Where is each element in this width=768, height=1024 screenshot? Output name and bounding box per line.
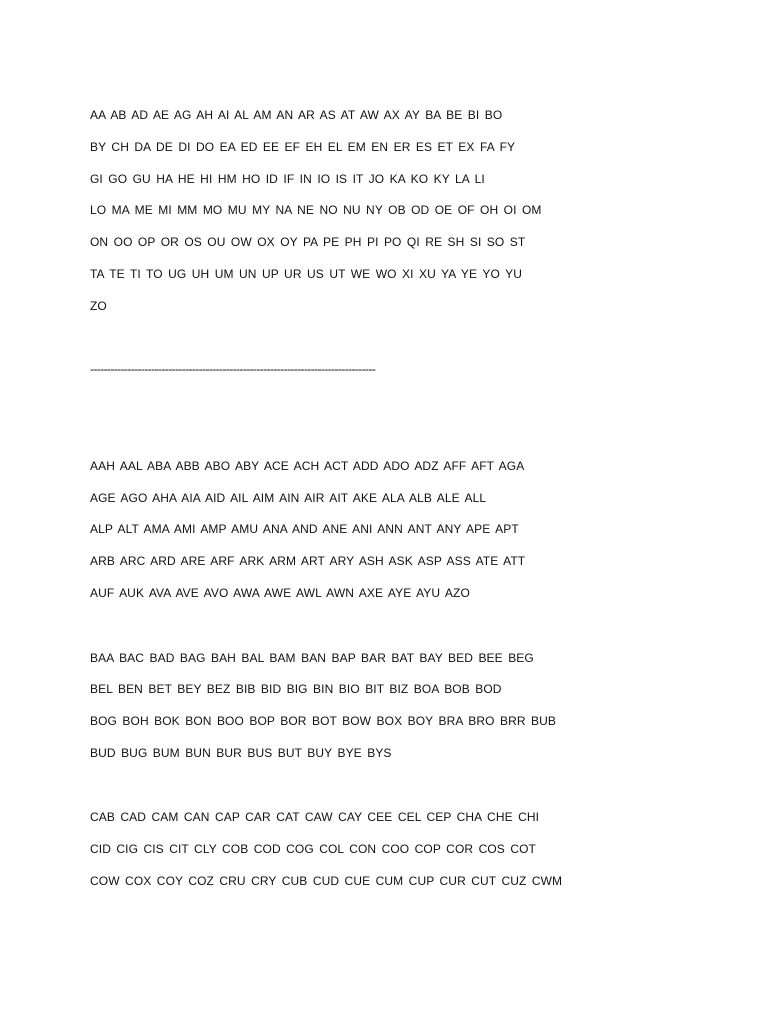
word-line: BEL BEN BET BEY BEZ BIB BID BIG BIN BIO BIT BIZ BOA BOB BOD bbox=[90, 682, 502, 696]
word-line: ALP ALT AMA AMI AMP AMU ANA AND ANE ANI ANN ANT ANY APE APT bbox=[90, 522, 519, 536]
word-line: ON OO OP OR OS OU OW OX OY PA PE PH PI PO QI RE SH SI SO ST bbox=[90, 235, 526, 249]
word-line: ARB ARC ARD ARE ARF ARK ARM ART ARY ASH ASK ASP ASS ATE ATT bbox=[90, 554, 526, 568]
word-line: BUD BUG BUM BUN BUR BUS BUT BUY BYE BYS bbox=[90, 746, 392, 760]
word-line: AAH AAL ABA ABB ABO ABY ACE ACH ACT ADD ADO ADZ AFF AFT AGA bbox=[90, 459, 525, 473]
word-line: LO MA ME MI MM MO MU MY NA NE NO NU NY OB OD OE OF OH OI OM bbox=[90, 203, 542, 217]
word-line: AGE AGO AHA AIA AID AIL AIM AIN AIR AIT AKE ALA ALB ALE ALL bbox=[90, 491, 487, 505]
word-line: CID CIG CIS CIT CLY COB COD COG COL CON COO COP COR COS COT bbox=[90, 842, 536, 856]
word-line: COW COX COY COZ CRU CRY CUB CUD CUE CUM CUP CUR CUT CUZ CWM bbox=[90, 874, 563, 888]
word-line: BY CH DA DE DI DO EA ED EE EF EH EL EM EN ER ES ET EX FA FY bbox=[90, 140, 516, 154]
section-separator: ------------------------------------------------------------------------------------ bbox=[90, 362, 376, 376]
word-line: AA AB AD AE AG AH AI AL AM AN AR AS AT AW AX AY BA BE BI BO bbox=[90, 108, 503, 122]
word-line: ZO bbox=[90, 299, 107, 313]
word-line: AUF AUK AVA AVE AVO AWA AWE AWL AWN AXE AYE AYU AZO bbox=[90, 586, 470, 600]
word-line: TA TE TI TO UG UH UM UN UP UR US UT WE WO XI XU YA YE YO YU bbox=[90, 267, 522, 281]
word-line: CAB CAD CAM CAN CAP CAR CAT CAW CAY CEE CEL CEP CHA CHE CHI bbox=[90, 810, 540, 824]
word-line: BOG BOH BOK BON BOO BOP BOR BOT BOW BOX BOY BRA BRO BRR BUB bbox=[90, 714, 557, 728]
word-line: BAA BAC BAD BAG BAH BAL BAM BAN BAP BAR BAT BAY BED BEE BEG bbox=[90, 651, 534, 665]
word-line: GI GO GU HA HE HI HM HO ID IF IN IO IS IT JO KA KO KY LA LI bbox=[90, 172, 485, 186]
